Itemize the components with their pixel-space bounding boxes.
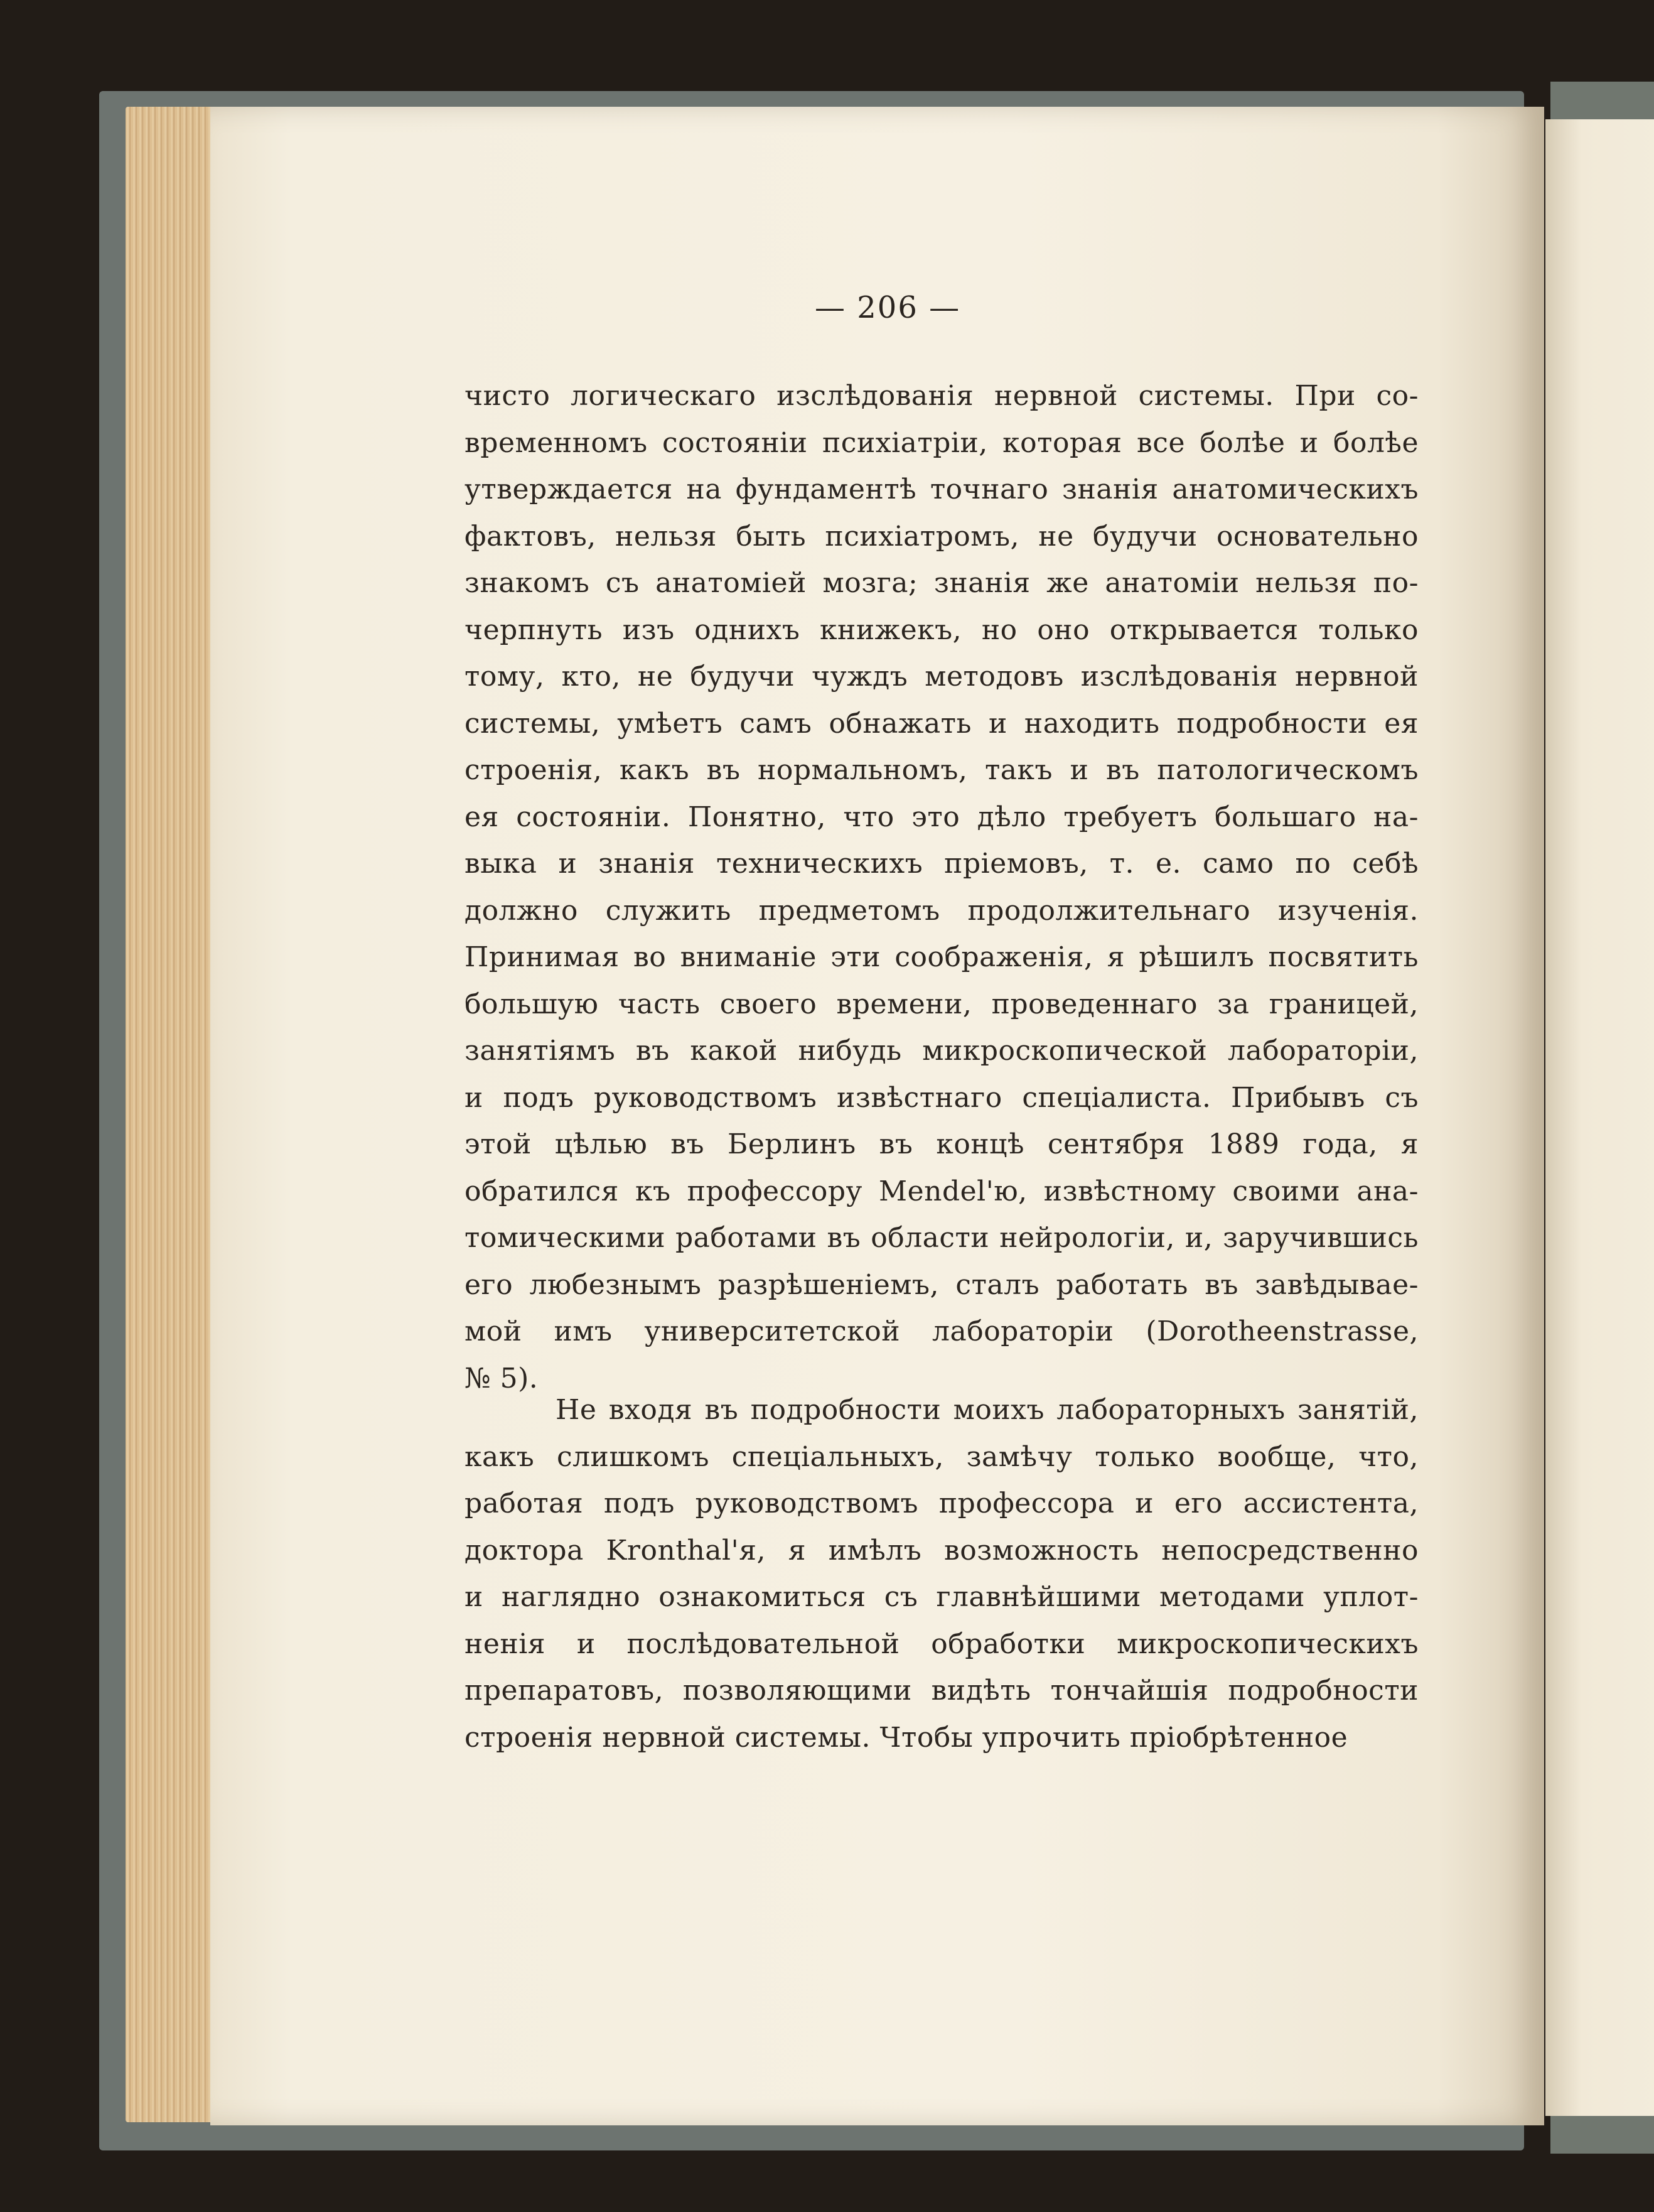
text-line: какъ слишкомъ спеціальныхъ, замѣчу только вообще, что,	[465, 1440, 1419, 1473]
text-line: этой цѣлью въ Берлинъ въ концѣ сентября 1889 года, я	[465, 1128, 1419, 1160]
text-line: Принимая во вниманіе эти соображенія, я рѣшилъ посвятить	[465, 941, 1419, 973]
text-line: томическими работами въ области нейрологіи, и, заручившись	[465, 1222, 1419, 1254]
text-line: ея состояніи. Понятно, что это дѣло требуетъ большаго на-	[465, 801, 1419, 833]
text-line: мой имъ университетской лабораторіи (Dorotheenstrasse,	[465, 1315, 1419, 1347]
text-line: выка и знанія техническихъ пріемовъ, т. е. само по себѣ	[465, 848, 1419, 880]
text-line: занятіямъ въ какой нибудь микроскопической лабораторіи,	[465, 1035, 1419, 1067]
text-line: большую часть своего времени, проведеннаго за границей,	[465, 988, 1419, 1020]
text-line: и наглядно ознакомиться съ главнѣйшими методами уплот-	[465, 1581, 1419, 1613]
text-line: временномъ состояніи психіатріи, которая все болѣе и болѣе	[465, 426, 1419, 459]
text-line: Не входя въ подробности моихъ лабораторныхъ занятій,	[556, 1394, 1419, 1426]
text-line: работая подъ руководствомъ профессора и его ассистента,	[465, 1487, 1419, 1519]
text-line: его любезнымъ разрѣшеніемъ, сталъ работать въ завѣдываe-	[465, 1268, 1419, 1301]
text-line: знакомъ съ анатоміей мозга; знанія же анатоміи нельзя по-	[465, 567, 1419, 599]
text-line: ненія и послѣдовательной обработки микроскопическихъ	[465, 1627, 1419, 1660]
text-line: № 5).	[465, 1362, 539, 1395]
text-line: доктора Kronthal'я, я имѣлъ возможность непосредственно	[465, 1534, 1419, 1567]
text-line: черпнуть изъ однихъ книжекъ, но оно открывается только	[465, 613, 1419, 646]
text-line: утверждается на фундаментѣ точнаго знанія анатомическихъ	[465, 473, 1419, 505]
page-number: — 206 —	[815, 290, 961, 325]
text-line: тому, кто, не будучи чуждъ методовъ изслѣдованія нервной	[465, 661, 1419, 693]
text-line: строенія нервной системы. Чтобы упрочить пріобрѣтенное	[465, 1721, 1348, 1754]
text-line: системы, умѣетъ самъ обнажать и находить подробности ея	[465, 707, 1419, 740]
text-line: чисто логическаго изслѣдованія нервной системы. При со-	[465, 380, 1419, 412]
text-line: и подъ руководствомъ извѣстнаго спеціалиста. Прибывъ съ	[465, 1081, 1419, 1114]
text-line: обратился къ профессору Mendel'ю, извѣстному своими ана-	[465, 1175, 1419, 1207]
text-line: строенія, какъ въ нормальномъ, такъ и въ патологическомъ	[465, 754, 1419, 786]
text-line: фактовъ, нельзя быть психіатромъ, не будучи основательно	[465, 520, 1419, 553]
text-line: препаратовъ, позволяющими видѣть тончайшія подробности	[465, 1675, 1419, 1707]
text-line: должно служить предметомъ продолжительнаго изученія.	[465, 894, 1419, 927]
adjacent-page-edge	[1545, 119, 1654, 2116]
page-edges	[126, 107, 220, 2122]
